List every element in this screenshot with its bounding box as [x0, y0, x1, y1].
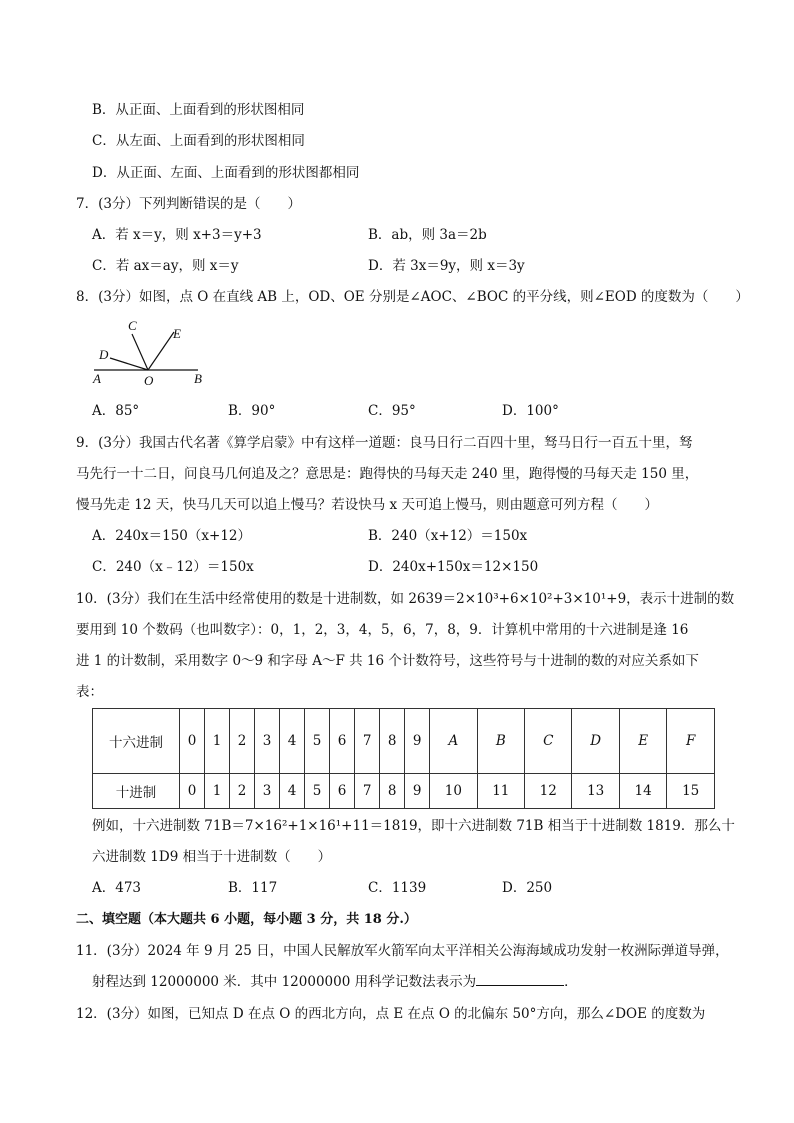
table-cell: 15	[667, 774, 715, 809]
table-cell: 11	[477, 774, 524, 809]
ray-od	[110, 358, 148, 370]
table-row-hex	[93, 709, 715, 774]
q10-line-3: 进 1 的计数制，采用数字 0～9 和字母 A～F 共 16 个计数符号，这些符号与十进制的数的对应关系如下	[76, 653, 699, 669]
q9-option-d: D．240x+150x＝12×150	[368, 559, 539, 575]
q8-stem: 8．(3分）如图，点 O 在直线 AB 上，OD、OE 分别是∠AOC、∠BOC 的平分线，则∠EOD 的度数为（ ）	[76, 289, 749, 305]
q8-option-c: C．95°	[368, 403, 416, 419]
q9-line-1: 9．(3分）我国古代名著《算学启蒙》中有这样一道题：良马日行二百四十里，驽马日行一百五十里，驽	[76, 435, 693, 451]
table-cell: 6	[330, 774, 355, 809]
table-cell: D	[572, 709, 619, 774]
table-cell: 10	[430, 774, 477, 809]
label-o: O	[144, 373, 154, 388]
q10-example-line-1: 例如，十六进制数 71B＝7×16²+1×16¹+11＝1819，即十六进制数 71B 相当于十进制数 1819．那么十	[92, 818, 735, 834]
q7-option-a: A．若 x＝y，则 x+3＝y+3	[92, 227, 262, 243]
q9-option-b: B．240（x+12）＝150x	[368, 528, 528, 544]
table-cell: C	[525, 709, 572, 774]
q10-option-b: B．117	[228, 880, 278, 896]
table-cell: 7	[355, 774, 380, 809]
table-cell: 3	[255, 774, 280, 809]
q9-option-a: A．240x＝150（x+12）	[92, 528, 252, 544]
hex-decimal-table	[92, 708, 715, 809]
table-cell: 9	[405, 774, 430, 809]
q6-option-d: D．从正面、左面、上面看到的形状图都相同	[92, 165, 360, 181]
label-a: A	[93, 371, 101, 386]
table-cell: 9	[405, 709, 430, 774]
table-cell: 5	[305, 709, 330, 774]
q7-option-b: B．ab，则 3a＝2b	[368, 227, 487, 243]
table-cell: 4	[280, 709, 305, 774]
q12-line-1: 12．(3分）如图，已知点 D 在点 O 的西北方向，点 E 在点 O 的北偏东 50°方向，那么∠DOE 的度数为	[76, 1006, 706, 1022]
q10-option-c: C．1139	[368, 880, 427, 896]
q10-line-2: 要用到 10 个数码（也叫数字）：0，1，2，3，4，5，6，7，8，9．计算机中常用的十六进制是逢 16	[76, 622, 689, 638]
q8-angle-figure	[90, 318, 220, 390]
table-header-hex: 十六进制	[93, 709, 180, 774]
table-row-decimal	[93, 774, 715, 809]
table-cell: 0	[180, 774, 205, 809]
table-cell: 2	[230, 709, 255, 774]
q9-option-c: C．240（x﹣12）＝150x	[92, 559, 254, 575]
table-header-decimal: 十进制	[93, 774, 180, 809]
ray-oe	[148, 332, 174, 370]
q10-line-4: 表：	[76, 684, 103, 700]
table-cell: 14	[619, 774, 666, 809]
q8-option-b: B．90°	[228, 403, 276, 419]
table-cell: 13	[572, 774, 619, 809]
table-cell: 2	[230, 774, 255, 809]
q7-stem: 7．(3分）下列判断错误的是（ ）	[76, 196, 301, 212]
table-cell: 3	[255, 709, 280, 774]
answer-blank[interactable]	[476, 973, 564, 986]
q6-option-b: B．从正面、上面看到的形状图相同	[92, 102, 305, 118]
q11-line-1: 11．(3分）2024 年 9 月 25 日，中国人民解放军火箭军向太平洋相关公海海域成功发射一枚洲际弹道导弹，	[76, 943, 729, 959]
ray-oc	[132, 334, 148, 370]
table-cell: B	[477, 709, 524, 774]
q11-line-2-text: 射程达到 12000000 米．其中 12000000 用科学记数法表示为	[92, 974, 477, 990]
q11-line-2	[92, 973, 578, 991]
table-cell: 4	[280, 774, 305, 809]
q9-line-3: 慢马先走 12 天，快马几天可以追上慢马？若设快马 x 天可追上慢马，则由题意可列方程（ ）	[76, 497, 658, 513]
table-cell: 12	[525, 774, 572, 809]
q8-option-d: D．100°	[502, 403, 559, 419]
section-heading-fill-in: 二、填空题（本大题共 6 小题，每小题 3 分，共 18 分.）	[76, 912, 417, 927]
label-c: C	[128, 318, 137, 333]
table-cell: A	[430, 709, 477, 774]
table-cell: 7	[355, 709, 380, 774]
table-cell: 1	[205, 709, 230, 774]
table-cell: F	[667, 709, 715, 774]
q7-option-d: D．若 3x＝9y，则 x＝3y	[368, 258, 525, 274]
q9-line-2: 马先行一十二日，问良马几何追及之？意思是：跑得快的马每天走 240 里，跑得慢的马每天走 150 里，	[76, 466, 699, 482]
q8-option-a: A．85°	[92, 403, 140, 419]
table-cell: 8	[380, 774, 405, 809]
q7-option-c: C．若 ax＝ay，则 x＝y	[92, 258, 239, 274]
table-cell: 5	[305, 774, 330, 809]
table-cell: 0	[180, 709, 205, 774]
label-b: B	[194, 371, 202, 386]
q11-line-2-end: ．	[564, 974, 578, 990]
table-cell: E	[619, 709, 666, 774]
q6-option-c: C．从左面、上面看到的形状图相同	[92, 133, 305, 149]
table-cell: 1	[205, 774, 230, 809]
table-cell: 8	[380, 709, 405, 774]
q10-line-1: 10．(3分）我们在生活中经常使用的数是十进制数，如 2639＝2×10³+6×10²+3×10¹+9，表示十进制的数	[76, 591, 735, 607]
label-d: D	[99, 347, 109, 362]
table-cell: 6	[330, 709, 355, 774]
q10-example-line-2: 六进制数 1D9 相当于十进制数（ ）	[92, 849, 332, 865]
q10-option-d: D．250	[502, 880, 553, 896]
q10-option-a: A．473	[92, 880, 142, 896]
label-e: E	[173, 326, 181, 341]
